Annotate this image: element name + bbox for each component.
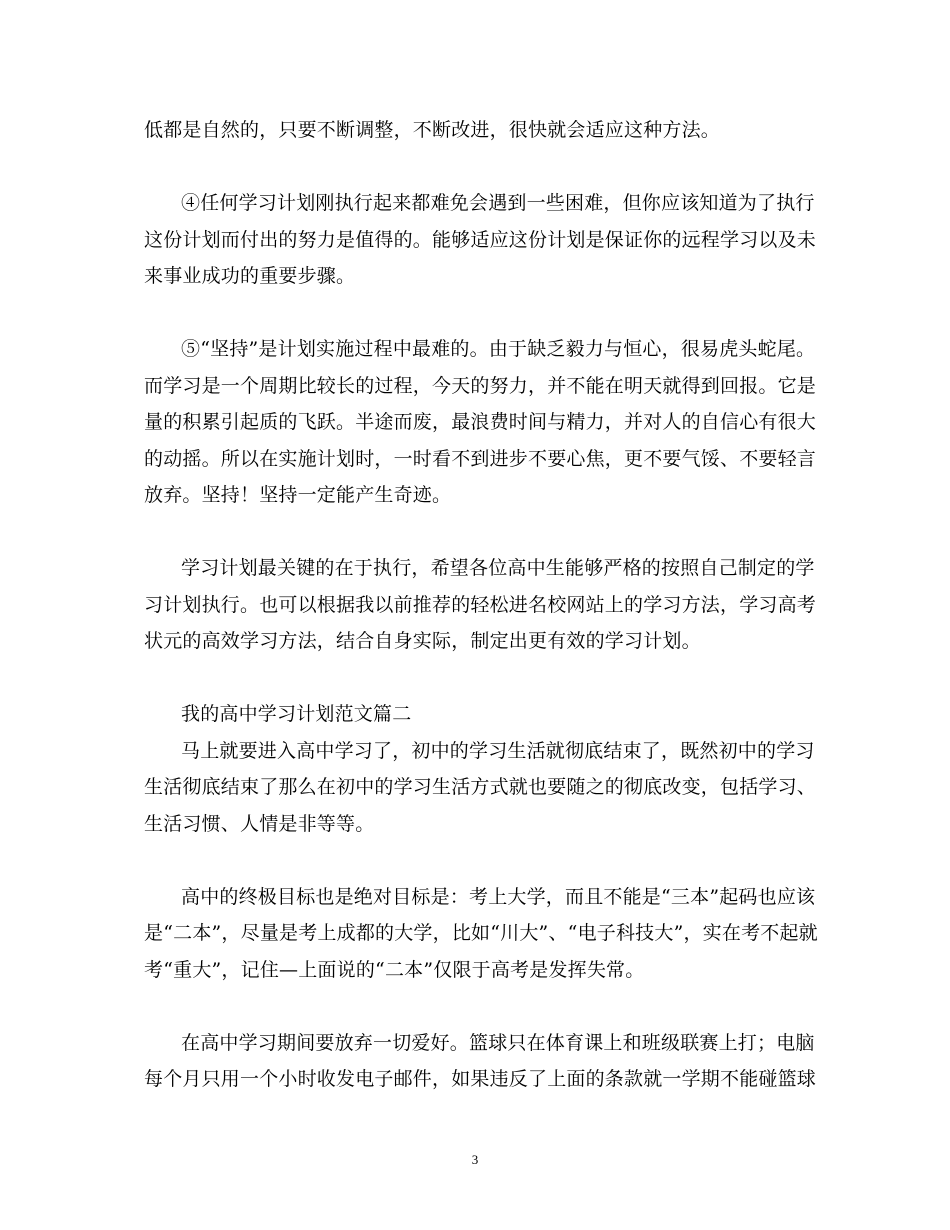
paragraph-line: 高中的终极目标也是绝对目标是：考上大学，而且不能是“三本”起码也应该 <box>181 886 816 908</box>
paragraph-line: 学习计划最关键的在于执行，希望各位高中生能够严格的按照自己制定的学 <box>181 557 815 579</box>
paragraph-line: 的动摇。所以在实施计划时，一时看不到进步不要心焦，更不要气馁、不要轻言 <box>144 448 817 470</box>
paragraph-line: 低都是自然的，只要不断调整，不断改进，很快就会适应这种方法。 <box>144 119 721 141</box>
paragraph-line: 马上就要进入高中学习了，初中的学习生活就彻底结束了，既然初中的学习 <box>181 740 815 762</box>
paragraph-line: ⑤“坚持”是计划实施过程中最难的。由于缺乏毅力与恒心，很易虎头蛇尾。 <box>181 338 816 360</box>
paragraph-line: 生活习惯、人情是非等等。 <box>144 813 375 835</box>
paragraph-line: 量的积累引起质的飞跃。半途而废，最浪费时间与精力，并对人的自信心有很大 <box>144 411 817 433</box>
paragraph-line: 是“二本”，尽量是考上成都的大学，比如“川大”、“电子科技大”，实在考不起就 <box>144 922 818 944</box>
paragraph-line: 考“重大”，记住—上面说的“二本”仅限于高考是发挥失常。 <box>144 959 645 981</box>
paragraph-line: 而学习是一个周期比较长的过程，今天的努力，并不能在明天就得到回报。它是 <box>144 375 817 397</box>
paragraph-line: 习计划执行。也可以根据我以前推荐的轻松进名校网站上的学习方法，学习高考 <box>144 594 817 616</box>
paragraph-line: ④任何学习计划刚执行起来都难免会遇到一些困难，但你应该知道为了执行 <box>181 192 815 214</box>
paragraph-line: 在高中学习期间要放弃一切爱好。篮球只在体育课上和班级联赛上打；电脑 <box>181 1032 815 1054</box>
paragraph-line: 生活彻底结束了那么在初中的学习生活方式就也要随之的彻底改变，包括学习、 <box>144 776 817 798</box>
paragraph-line: 每个月只用一个小时收发电子邮件，如果违反了上面的条款就一学期不能碰篮球 <box>144 1068 817 1090</box>
paragraph-line: 状元的高效学习方法，结合自身实际，制定出更有效的学习计划。 <box>144 630 701 652</box>
section-heading: 我的高中学习计划范文篇二 <box>181 703 412 725</box>
paragraph-line: 放弃。坚持！坚持一定能产生奇迹。 <box>144 484 452 506</box>
paragraph-line: 来事业成功的重要步骤。 <box>144 265 356 287</box>
paragraph-line: 这份计划而付出的努力是值得的。能够适应这份计划是保证你的远程学习以及未 <box>144 229 817 251</box>
page-number: 3 <box>471 1152 479 1167</box>
